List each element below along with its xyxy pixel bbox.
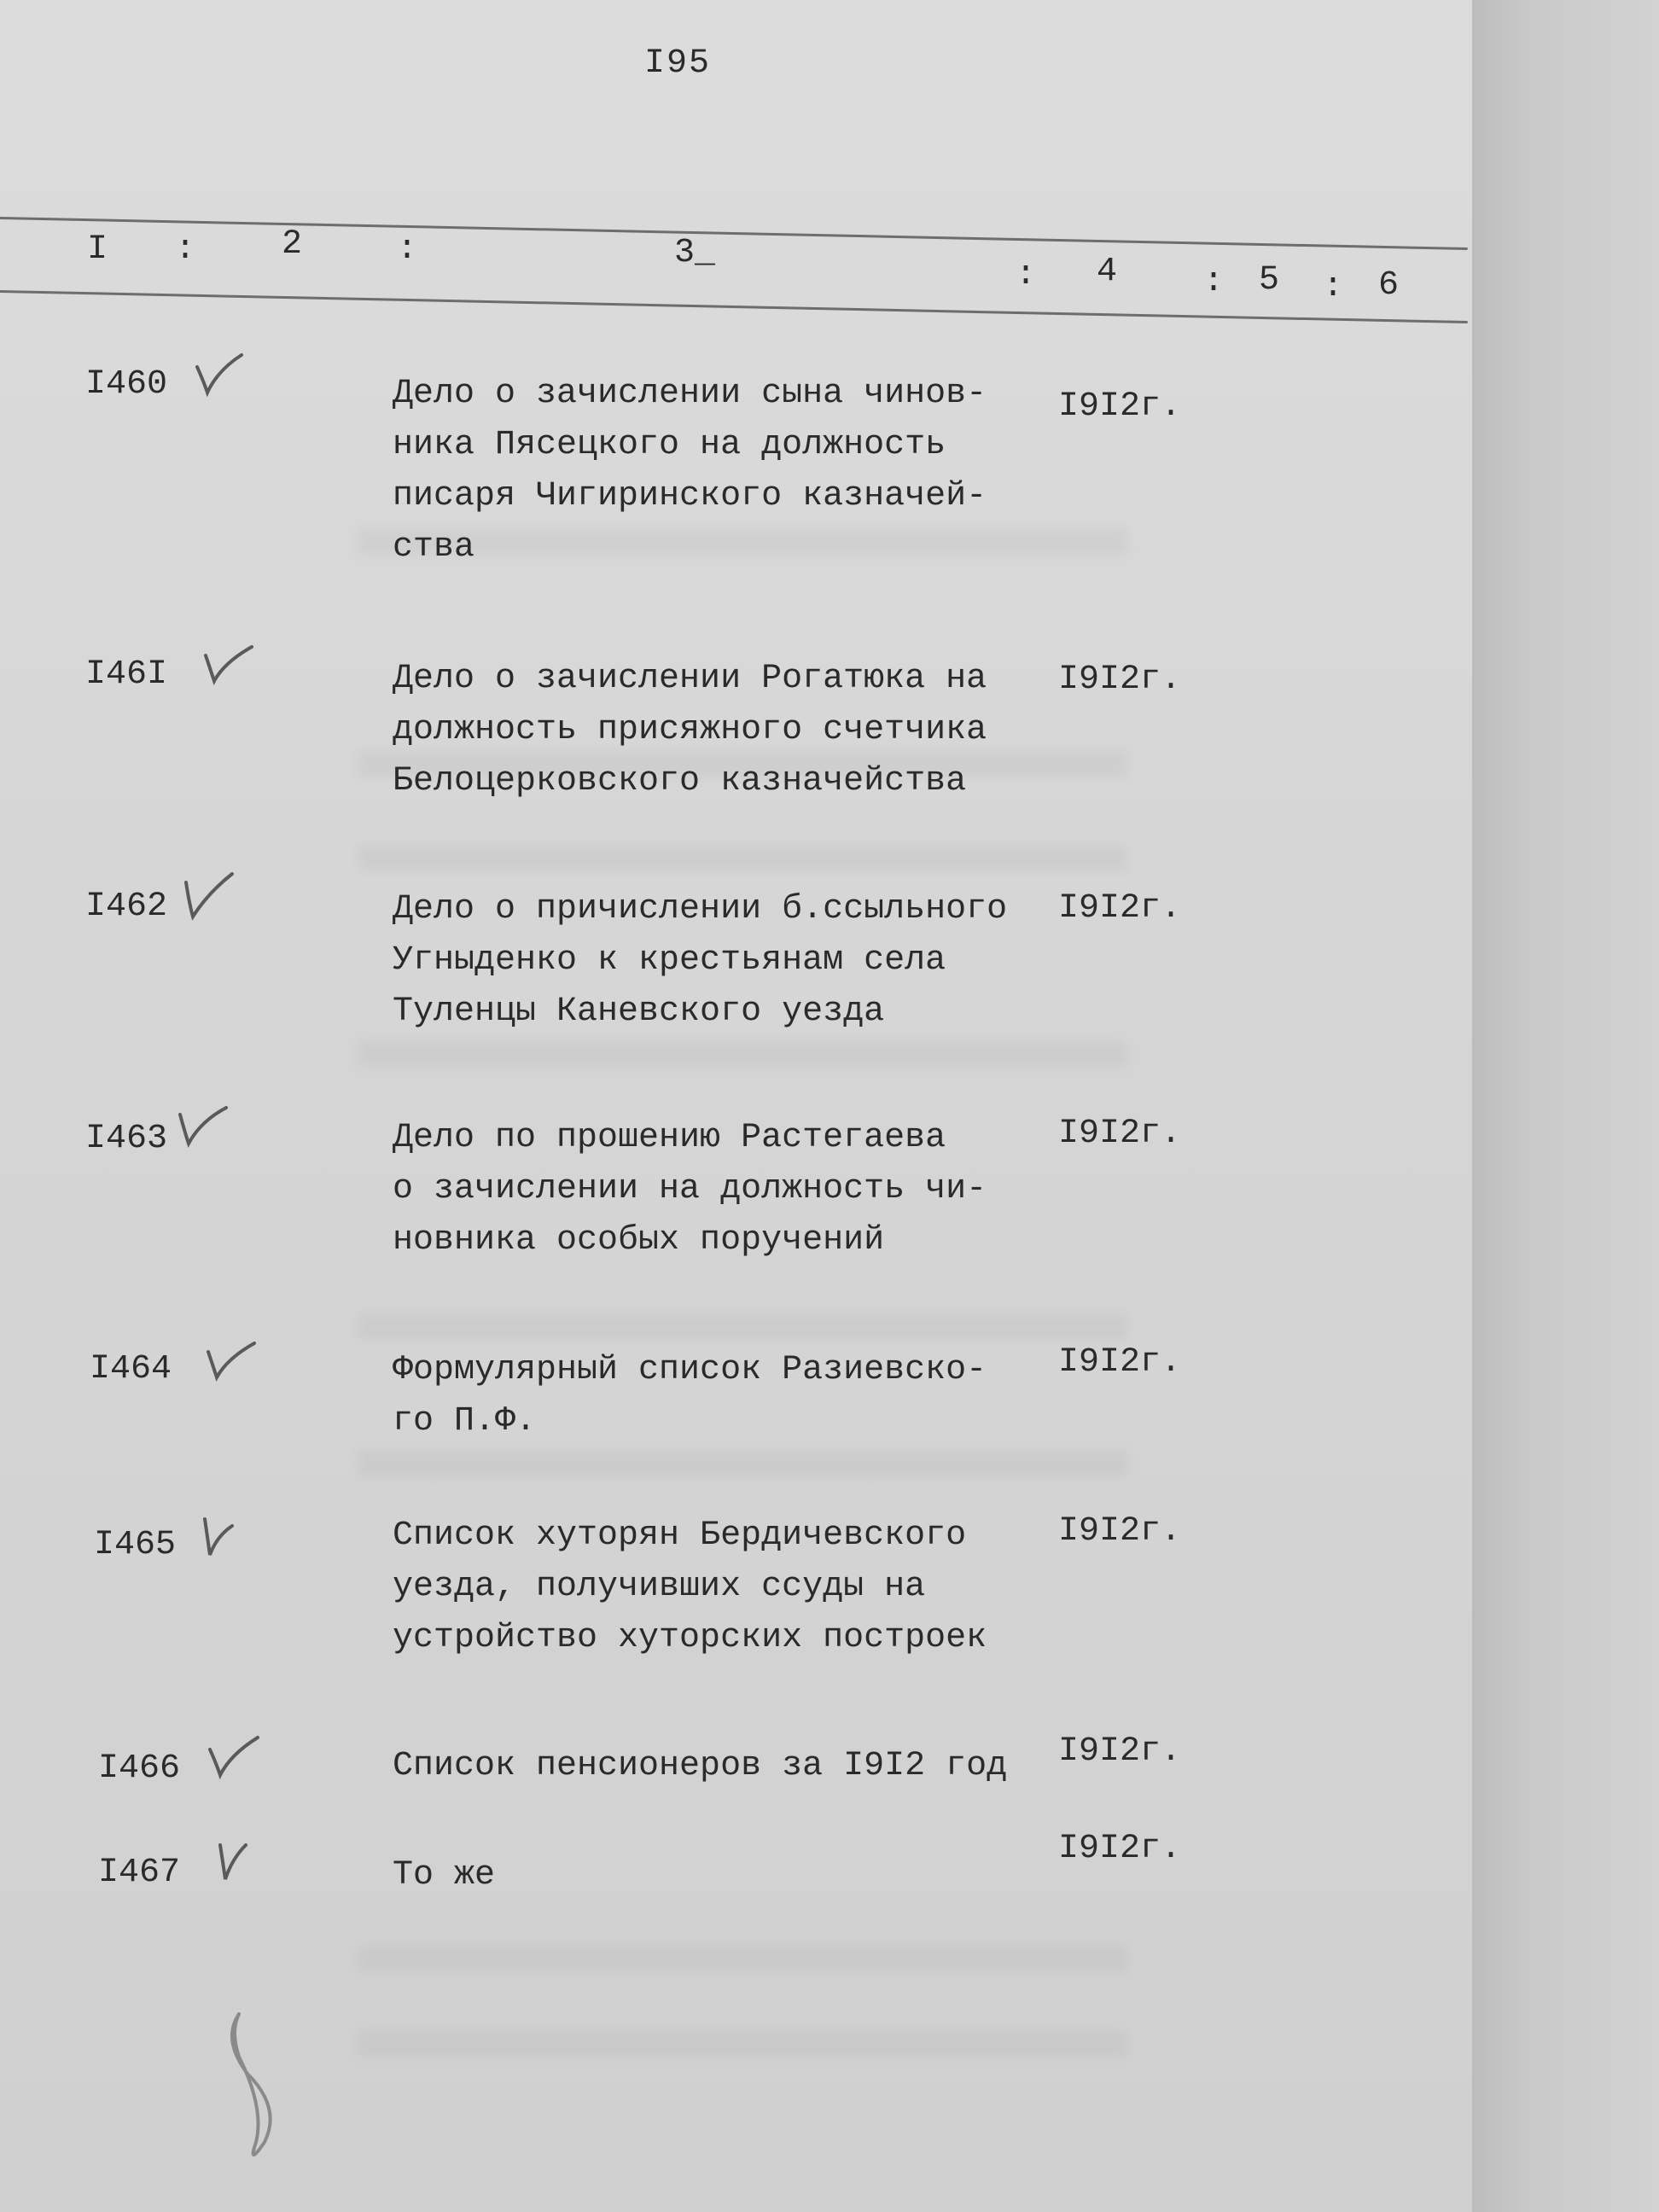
- entry-line: Формулярный список Разиевско-: [393, 1351, 987, 1389]
- entry-number: I466: [98, 1749, 181, 1788]
- entry-line: Дело о зачислении сына чинов-: [393, 375, 987, 413]
- entry-line: устройство хуторских построек: [393, 1619, 987, 1657]
- column-separator: :: [397, 230, 418, 269]
- bleed-through-text: [358, 2031, 1126, 2057]
- entry-line: новника особых поручений: [393, 1221, 885, 1260]
- check-mark-icon: [192, 350, 252, 401]
- entry-year: I9I2г.: [1058, 1732, 1182, 1771]
- entry-description: [393, 1741, 1058, 1792]
- check-mark-icon: [203, 1336, 263, 1388]
- entry-line: Белоцерковского казначейства: [393, 762, 967, 800]
- column-separator: :: [1016, 256, 1037, 294]
- entry-description: [393, 654, 1058, 807]
- entry-number: I462: [85, 888, 168, 926]
- entry-description: [393, 1850, 1058, 1901]
- column-header-4: 4: [1097, 253, 1118, 291]
- entry-number: I463: [85, 1120, 168, 1158]
- entry-number: I464: [90, 1350, 172, 1388]
- bleed-through-text: [358, 1946, 1126, 1971]
- check-mark-icon: [201, 640, 260, 691]
- entry-year: I9I2г.: [1058, 1830, 1182, 1868]
- entry-number: I46I: [85, 655, 168, 694]
- entry-description: [393, 1345, 1058, 1447]
- entry-line: Дело по прошению Растегаева: [393, 1119, 946, 1157]
- pencil-scribble-icon: [213, 2005, 307, 2176]
- check-mark-icon: [212, 1837, 271, 1888]
- entry-description: [393, 884, 1058, 1038]
- entry-number: I467: [98, 1854, 181, 1892]
- entry-line: уезда, получивших ссуды на: [393, 1568, 926, 1606]
- column-separator: :: [1203, 263, 1225, 301]
- entry-number: I465: [94, 1526, 177, 1564]
- entry-line: То же: [393, 1856, 496, 1895]
- entry-year: I9I2г.: [1058, 661, 1182, 699]
- entry-line: го П.Ф.: [393, 1402, 537, 1441]
- entry-year: I9I2г.: [1058, 1115, 1182, 1153]
- entry-description: [393, 1511, 1058, 1664]
- column-separator: :: [175, 230, 196, 269]
- bleed-through-text: [358, 1314, 1126, 1340]
- entry-line: Угныденко к крестьянам села: [393, 941, 946, 980]
- entry-line: Список хуторян Бердичевского: [393, 1516, 967, 1555]
- entry-line: должность присяжного счетчика: [393, 711, 987, 749]
- bleed-through-text: [358, 1451, 1126, 1476]
- entry-description: [393, 369, 1058, 573]
- check-mark-icon: [179, 870, 239, 922]
- underlying-sheet: [1472, 0, 1659, 2212]
- column-header-3: 3_: [674, 234, 716, 272]
- column-separator: :: [1323, 268, 1344, 306]
- bleed-through-text: [358, 845, 1126, 870]
- entry-year: I9I2г.: [1058, 1343, 1182, 1382]
- column-header-1: I: [87, 230, 108, 269]
- column-header-5: 5: [1259, 261, 1280, 300]
- table-rule-bottom: [0, 290, 1468, 323]
- page-number: I95: [644, 44, 712, 83]
- table-rule-top: [0, 217, 1468, 250]
- entry-line: ства: [393, 528, 475, 567]
- entry-year: I9I2г.: [1058, 1512, 1182, 1551]
- entry-line: писаря Чигиринского казначей-: [393, 477, 987, 515]
- entry-year: I9I2г.: [1058, 889, 1182, 928]
- entry-line: Дело о причислении б.ссыльного: [393, 890, 1008, 928]
- entry-description: [393, 1113, 1058, 1266]
- entry-line: Дело о зачислении Рогатюка на: [393, 660, 987, 698]
- check-mark-icon: [175, 1104, 235, 1155]
- bleed-through-text: [358, 1041, 1126, 1067]
- entry-line: Туленцы Каневского уезда: [393, 992, 885, 1031]
- entry-line: Список пенсионеров за I9I2 год: [393, 1747, 1008, 1785]
- column-header-2: 2: [282, 225, 303, 264]
- entry-line: ника Пясецкого на должность: [393, 426, 946, 464]
- check-mark-icon: [198, 1511, 258, 1562]
- check-mark-icon: [205, 1732, 265, 1784]
- entry-year: I9I2г.: [1058, 387, 1182, 426]
- entry-line: о зачислении на должность чи-: [393, 1170, 987, 1208]
- entry-number: I460: [85, 365, 168, 404]
- column-header-6: 6: [1378, 266, 1400, 305]
